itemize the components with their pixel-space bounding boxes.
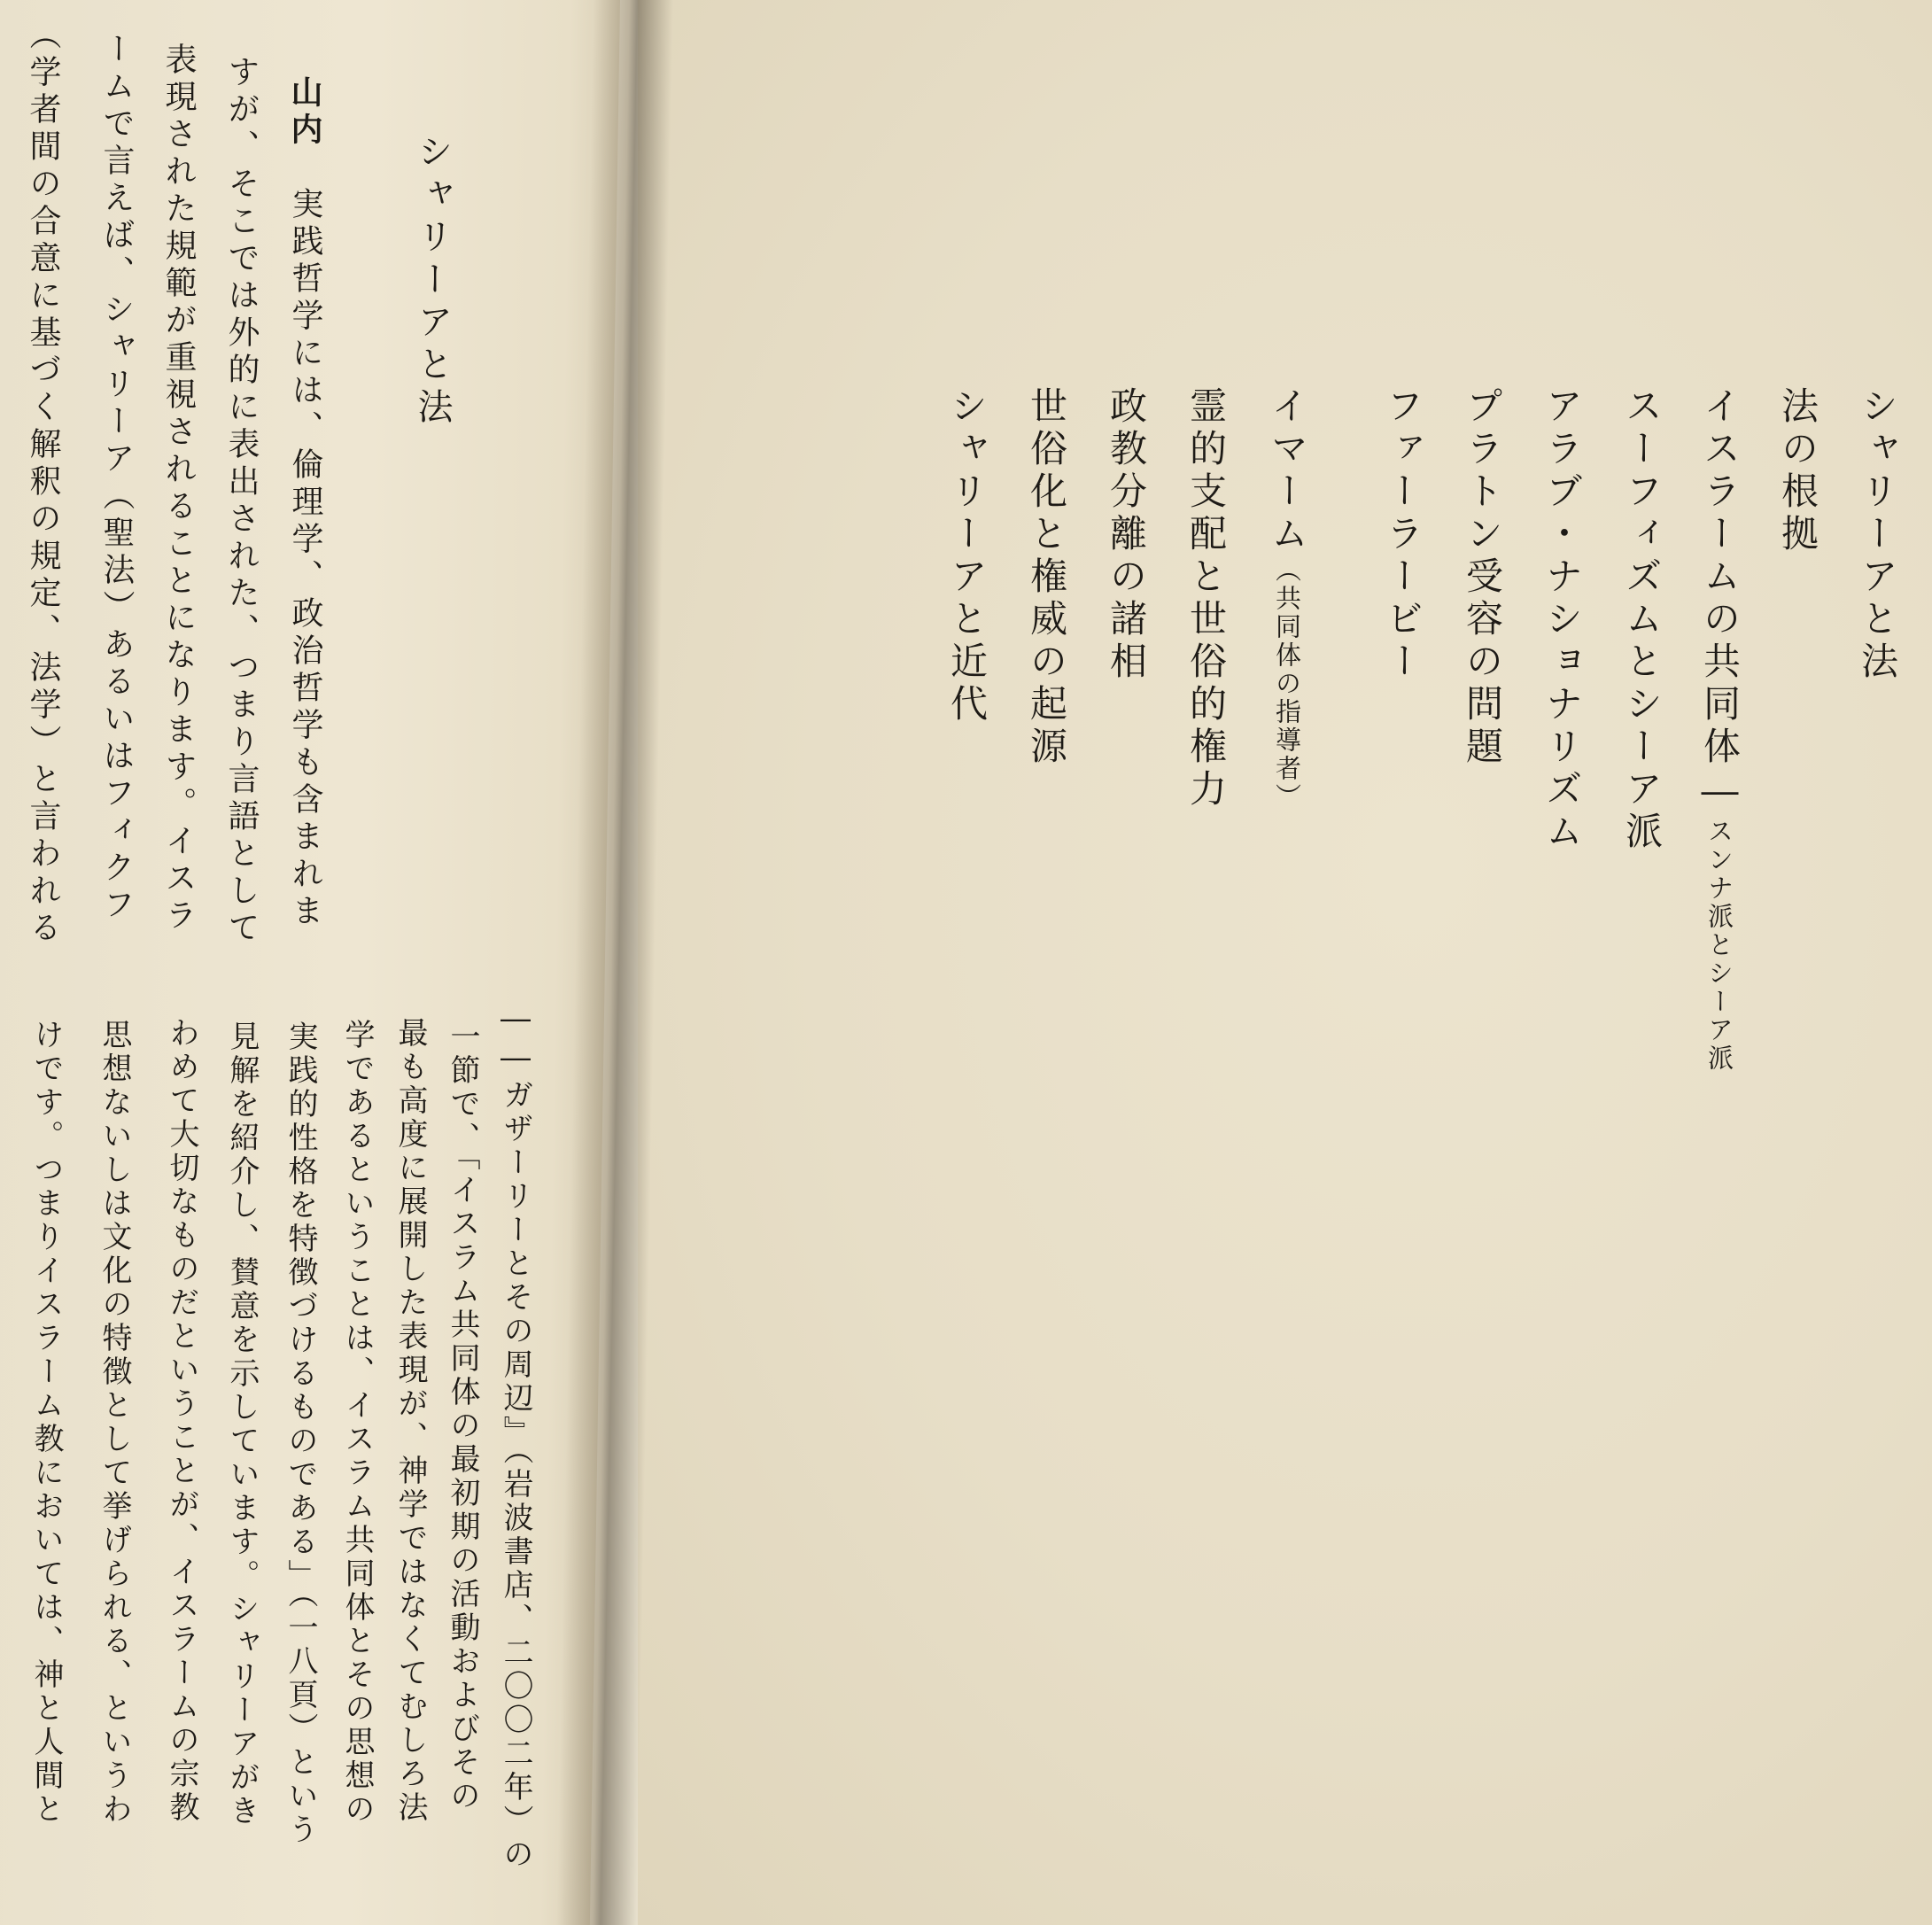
toc-item-6-label: プラトン受容の問題 [1461, 386, 1504, 769]
lower-column-1: ――ガザーリーとその周辺』（岩波書店、二〇〇二年）の [498, 1001, 533, 1872]
lower-column-8: 思想ないしは文化の特徴として挙げられる、というわ [97, 1019, 132, 1827]
toc-item-7-label: ファーラービー [1381, 386, 1424, 684]
toc-item-3-label: イスラームの共同体― [1698, 386, 1742, 818]
toc-item-4 [1620, 386, 1664, 854]
toc-item-4-label: スーフィズムとシーア派 [1620, 386, 1664, 854]
lower-column-9: けです。つまりイスラーム教においては、神と人間と [28, 1019, 64, 1827]
toc-item-8-label: イマーム [1266, 386, 1309, 556]
toc-item-8 [1266, 386, 1309, 811]
lower-column-2: 一節で、「イスラム共同体の最初期の活動およびその [445, 1021, 480, 1813]
body-column-2: すが、そこでは外的に表出された、つまり言語として [223, 55, 260, 948]
toc-item-10 [1105, 386, 1148, 684]
toc-item-12 [945, 386, 989, 726]
toc-item-5 [1540, 386, 1584, 854]
toc-item-2-label: 法の根拠 [1776, 386, 1819, 556]
body-column-5: （学者間の合意に基づく解釈の規定、法学）と言われる [25, 18, 61, 948]
lower-column-5: 実践的性格を特徴づけるものである」（一八頁）という [283, 1021, 318, 1847]
lower-column-6: 見解を紹介し、賛意を示しています。シャリーアがき [224, 1021, 260, 1828]
toc-item-9-label: 霊的支配と世俗的権力 [1184, 386, 1228, 811]
toc-item-9 [1184, 386, 1228, 811]
toc-item-5-label: アラブ・ナショナリズム [1540, 386, 1584, 854]
toc-item-11-label: 世俗化と権威の起源 [1025, 386, 1068, 769]
toc-item-8-sub: （共同体の指導者） [1272, 556, 1302, 811]
toc-item-3-sub: スンナ派とシーア派 [1704, 818, 1734, 1073]
toc-item-1-label: シャリーアと法 [1856, 386, 1899, 684]
toc-item-3 [1698, 386, 1742, 1073]
section-title: シャリーアと法 [412, 133, 453, 431]
lower-column-7: わめて大切なものだということが、イスラームの宗教 [164, 1017, 199, 1825]
speaker-name: 山内 [286, 75, 323, 150]
body-column-1-text: 実践哲学には、倫理学、政治哲学も含まれま [287, 187, 323, 931]
toc-item-12-label: シャリーアと近代 [945, 386, 989, 726]
lower-column-3: 最も高度に展開した表現が、神学ではなくてむしろ法 [392, 1017, 428, 1825]
toc-item-6 [1461, 386, 1504, 769]
toc-item-1 [1856, 386, 1899, 684]
toc-item-10-label: 政教分離の諸相 [1105, 386, 1148, 684]
toc-item-2 [1776, 386, 1819, 556]
body-column-4: ームで言えば、シャリーア（聖法）あるいはフィクフ [98, 32, 135, 925]
toc-item-7 [1381, 386, 1424, 684]
body-column-1 [286, 75, 323, 931]
body-column-3: 表現された規範が重視されることになります。イスラ [160, 43, 197, 935]
toc-item-11 [1025, 386, 1068, 769]
lower-column-4: 学であるということは、イスラム共同体とその思想の [339, 1019, 375, 1827]
